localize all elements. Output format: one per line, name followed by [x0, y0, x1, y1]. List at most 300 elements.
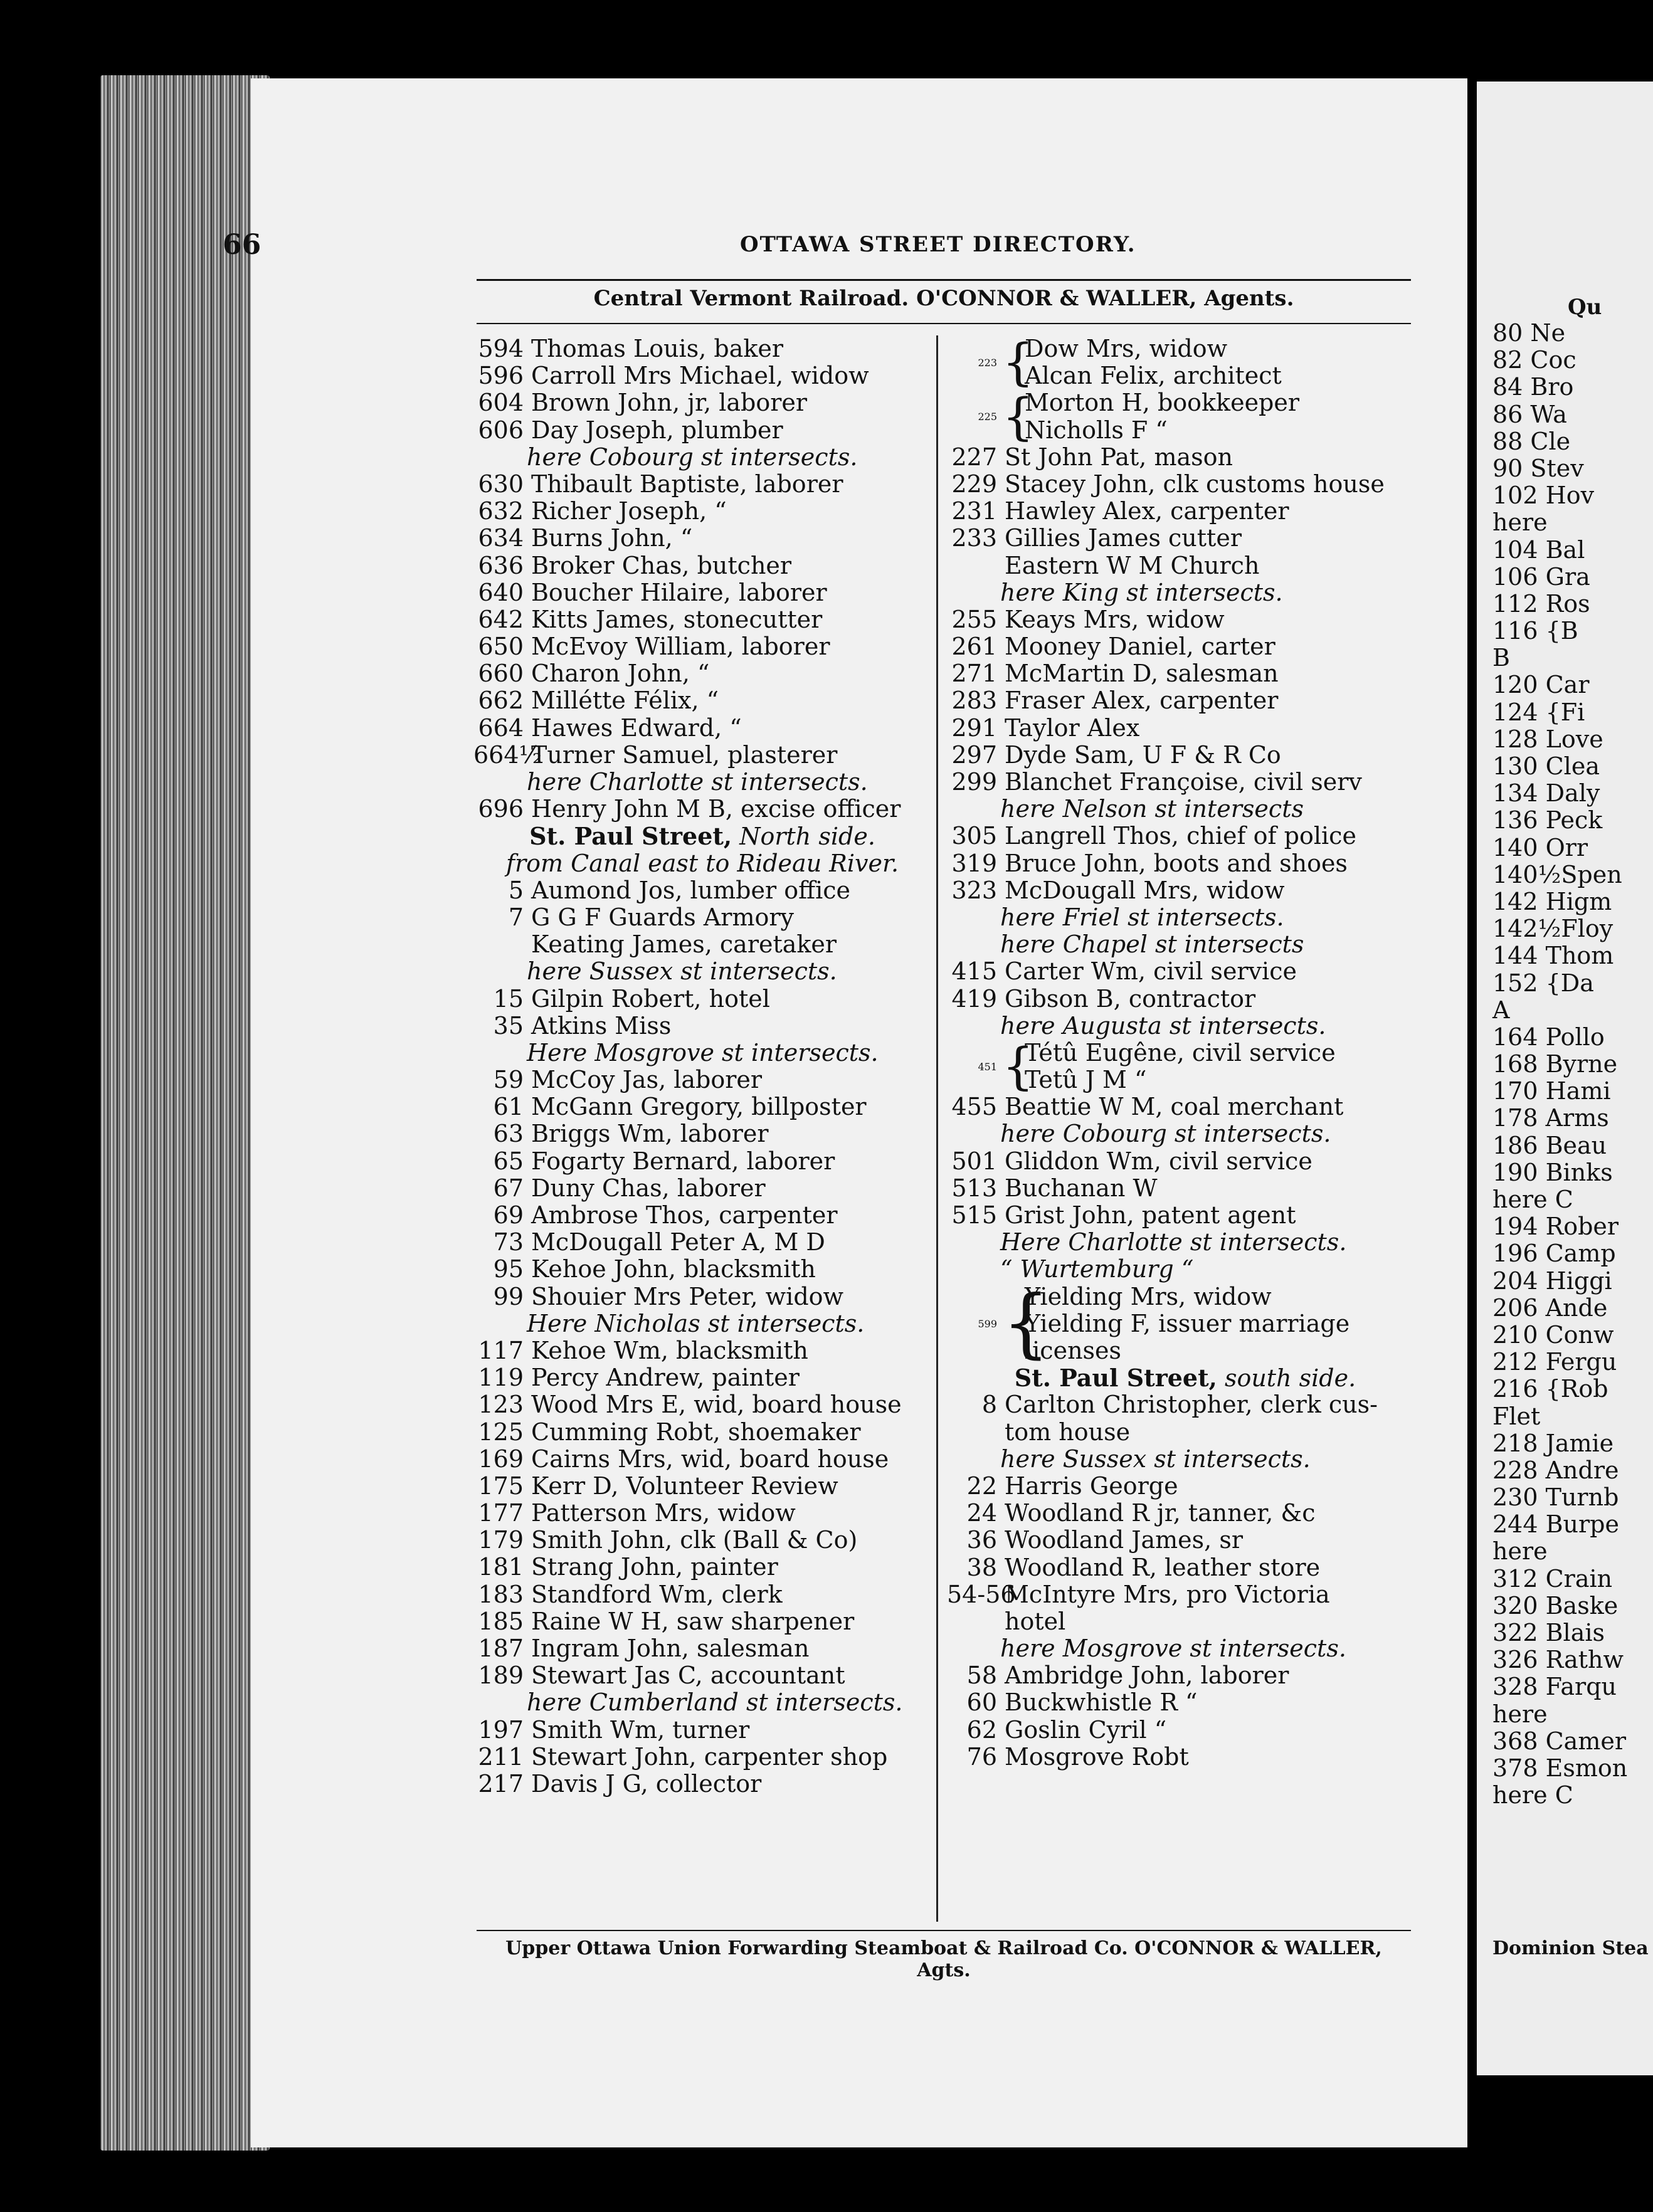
- resident-name: Taylor Alex: [1005, 714, 1140, 742]
- adjacent-line: 326 Rathw: [1492, 1646, 1624, 1674]
- resident-name: Yielding Mrs, widow: [1025, 1282, 1272, 1310]
- resident-name: McMartin D, salesman: [1005, 660, 1279, 688]
- adjacent-line: 228 Andre: [1492, 1456, 1619, 1484]
- house-number: 415: [951, 957, 997, 986]
- resident-name: Woodland James, sr: [1005, 1526, 1243, 1554]
- house-number: 596: [478, 362, 524, 390]
- house-number: 223: [978, 356, 997, 369]
- resident-name: Harris George: [1005, 1472, 1178, 1500]
- directory-entry: [473, 1473, 931, 1500]
- directory-entry: [473, 715, 931, 742]
- resident-name: Kehoe John, blacksmith: [531, 1255, 816, 1283]
- resident-name: Broker Chas, butcher: [531, 551, 792, 579]
- directory-entry: [473, 1337, 931, 1364]
- house-number: 73: [493, 1228, 524, 1256]
- resident-name: McIntyre Mrs, pro Victoria: [1005, 1580, 1330, 1608]
- directory-entry: [473, 1120, 931, 1147]
- resident-name: Mosgrove Robt: [1005, 1742, 1189, 1771]
- resident-name: Dow Mrs, widow: [1025, 335, 1228, 362]
- adjacent-line: 206 Ande: [1492, 1293, 1608, 1322]
- adjacent-line: 124 {Fi: [1492, 698, 1585, 726]
- house-number: 642: [478, 605, 524, 633]
- house-number: 319: [951, 849, 997, 877]
- house-number: 59: [493, 1066, 524, 1094]
- house-number: 261: [951, 633, 997, 661]
- directory-entry: [473, 1635, 931, 1662]
- resident-name: Grist John, patent agent: [1005, 1201, 1296, 1230]
- street-heading: [473, 823, 931, 850]
- adjacent-line: 142½Floy: [1492, 915, 1613, 943]
- directory-entry: [947, 742, 1423, 769]
- directory-entry: [947, 986, 1423, 1013]
- house-number: 169: [478, 1445, 524, 1473]
- resident-name: Carter Wm, civil service: [1005, 957, 1297, 986]
- resident-name: Richer Joseph, “: [531, 497, 727, 525]
- house-number: 197: [478, 1715, 524, 1744]
- right-column: [947, 335, 1423, 1771]
- house-number: 15: [493, 984, 524, 1013]
- resident-name: McDougall Peter A, M D: [531, 1228, 825, 1256]
- adjacent-line: 164 Pollo: [1492, 1023, 1605, 1051]
- adjacent-line: 128 Love: [1492, 725, 1603, 753]
- resident-name: Percy Andrew, painter: [531, 1364, 800, 1392]
- resident-name: Kehoe Wm, blacksmith: [531, 1336, 808, 1364]
- house-number: 323: [951, 876, 997, 904]
- brace-lines: [1025, 335, 1282, 389]
- house-number: 501: [951, 1147, 997, 1175]
- house-number: 123: [478, 1391, 524, 1419]
- directory-entry: [947, 498, 1423, 525]
- adjacent-line: 102 Hov: [1492, 482, 1595, 510]
- brace-icon: {: [1002, 1037, 1034, 1096]
- adjacent-line: A: [1492, 996, 1510, 1024]
- directory-entry: [473, 904, 931, 931]
- brace-entry: [947, 1037, 1423, 1096]
- resident-name: Smith Wm, turner: [531, 1715, 750, 1744]
- adjacent-line: 194 Rober: [1492, 1213, 1619, 1241]
- directory-entry: [947, 715, 1423, 742]
- directory-entry: [947, 687, 1423, 714]
- house-number: 283: [951, 687, 997, 715]
- resident-name: Raine W H, saw sharpener: [531, 1607, 855, 1635]
- resident-name: Bruce John, boots and shoes: [1005, 849, 1348, 877]
- adjacent-line: 212 Fergu: [1492, 1348, 1617, 1376]
- house-number: 630: [478, 470, 524, 498]
- directory-entry: [947, 1662, 1423, 1689]
- adjacent-line: here C: [1492, 1186, 1573, 1213]
- resident-name: Gibson B, contractor: [1005, 984, 1256, 1013]
- resident-name: Standford Wm, clerk: [531, 1580, 783, 1608]
- house-number: 594: [478, 335, 524, 362]
- intersection-note: here Charlotte st intersects.: [527, 768, 868, 796]
- house-number: 63: [493, 1120, 524, 1148]
- house-number: 99: [493, 1282, 524, 1310]
- adjacent-line: Flet: [1492, 1402, 1541, 1430]
- directory-entry: [473, 389, 931, 416]
- intersection-note: here Sussex st intersects.: [1000, 1445, 1311, 1473]
- directory-entry: [473, 877, 931, 904]
- adjacent-line: 178 Arms: [1492, 1104, 1609, 1132]
- resident-name: Mooney Daniel, carter: [1005, 633, 1275, 661]
- house-number: 217: [478, 1769, 524, 1798]
- directory-entry: [947, 1148, 1423, 1175]
- resident-name: Briggs Wm, laborer: [531, 1120, 769, 1148]
- resident-name: Kitts James, stonecutter: [531, 605, 823, 633]
- directory-entry: [473, 498, 931, 525]
- directory-entry: [473, 660, 931, 687]
- resident-name: Gliddon Wm, civil service: [1005, 1147, 1312, 1175]
- adjacent-line: here: [1492, 1700, 1548, 1728]
- left-column: [473, 335, 931, 1798]
- brace-lines: [1025, 1283, 1349, 1365]
- directory-entry: [473, 525, 931, 552]
- house-number: 175: [478, 1472, 524, 1500]
- house-number: 271: [951, 660, 997, 688]
- directory-entry: [947, 1717, 1423, 1744]
- house-number: 60: [966, 1688, 997, 1717]
- resident-name: Smith John, clk (Ball & Co): [531, 1526, 858, 1554]
- house-number: 305: [951, 822, 997, 850]
- house-number: 632: [478, 497, 524, 525]
- resident-name: Buchanan W: [1005, 1174, 1158, 1202]
- house-number: 38: [966, 1553, 997, 1581]
- directory-entry: [473, 633, 931, 660]
- intersection-note: here Mosgrove st intersects.: [1000, 1635, 1346, 1663]
- directory-entry: [947, 1689, 1423, 1716]
- resident-name: Tetû J M “: [1025, 1066, 1147, 1094]
- resident-name: McEvoy William, laborer: [531, 633, 830, 661]
- adjacent-line: 168 Byrne: [1492, 1050, 1618, 1078]
- directory-entry: [947, 660, 1423, 687]
- resident-name: Stewart John, carpenter shop: [531, 1742, 888, 1771]
- house-number: 183: [478, 1580, 524, 1608]
- directory-entry: [947, 525, 1423, 552]
- adjacent-line: 230 Turnb: [1492, 1483, 1619, 1512]
- directory-entry: [947, 1744, 1423, 1771]
- house-number: 636: [478, 551, 524, 579]
- adjacent-line: 88 Cle: [1492, 427, 1571, 455]
- directory-entry: [947, 1175, 1423, 1202]
- continuation-line: Eastern W M Church: [1005, 551, 1260, 579]
- resident-name: Atkins Miss: [531, 1011, 672, 1040]
- street-name: St. Paul Street,: [529, 822, 732, 851]
- intersection-note: “ Wurtemburg “: [1000, 1255, 1194, 1283]
- adjacent-line: 218 Jamie: [1492, 1429, 1614, 1457]
- resident-name: McGann Gregory, billposter: [531, 1093, 867, 1121]
- intersection-note: here Chapel st intersects: [1000, 930, 1304, 959]
- intersection-note: Here Nicholas st intersects.: [527, 1309, 865, 1337]
- directory-entry: [473, 1364, 931, 1391]
- intersection-note: here Augusta st intersects.: [1000, 1011, 1326, 1040]
- resident-name: Gilpin Robert, hotel: [531, 984, 770, 1013]
- house-number: 119: [478, 1364, 524, 1392]
- resident-name: Cairns Mrs, wid, board house: [531, 1445, 889, 1473]
- resident-name: Yielding F, issuer marriage: [1025, 1309, 1350, 1337]
- directory-entry: [473, 1446, 931, 1473]
- house-number: 664: [478, 714, 524, 742]
- resident-name: McDougall Mrs, widow: [1005, 876, 1285, 904]
- house-number: 7: [508, 903, 524, 931]
- house-number: 664½: [473, 740, 542, 769]
- adjacent-line: 104 Bal: [1492, 535, 1585, 564]
- directory-entry: [947, 1527, 1423, 1554]
- bottom-rule: [477, 1930, 1411, 1931]
- adjacent-line: 190 Binks: [1492, 1158, 1613, 1186]
- house-number: 606: [478, 416, 524, 444]
- brace-lines: [1025, 1040, 1336, 1093]
- house-number: 604: [478, 389, 524, 417]
- directory-entry: [473, 796, 931, 823]
- directory-entry: [947, 958, 1423, 985]
- directory-entry: [473, 1202, 931, 1229]
- adjacent-line: 86 Wa: [1492, 400, 1567, 428]
- resident-name: Dyde Sam, U F & R Co: [1005, 740, 1281, 769]
- house-number: 67: [493, 1174, 524, 1202]
- resident-name: Morton H, bookkeeper: [1025, 389, 1300, 417]
- directory-entry: [473, 1527, 931, 1554]
- resident-name: Keays Mrs, widow: [1005, 605, 1225, 633]
- directory-entry: [947, 850, 1423, 877]
- brace-icon: {: [1002, 333, 1034, 392]
- resident-name: Davis J G, collector: [531, 1769, 762, 1798]
- street-name: St. Paul Street,: [1014, 1364, 1217, 1393]
- intersection-note: Here Mosgrove st intersects.: [527, 1038, 879, 1066]
- house-number: 179: [478, 1526, 524, 1554]
- intersection-note: here Friel st intersects.: [1000, 903, 1284, 931]
- resident-name: Nicholls F “: [1025, 416, 1168, 444]
- intersection-note: here Cobourg st intersects.: [527, 443, 858, 471]
- adjacent-line: 368 Camer: [1492, 1727, 1627, 1755]
- directory-entry: [473, 579, 931, 606]
- house-number: 62: [966, 1715, 997, 1744]
- adjacent-line: 144 Thom: [1492, 942, 1614, 970]
- top-banner: Central Vermont Railroad. O'CONNOR & WALLER, Agents.: [593, 286, 1294, 311]
- intersection-note: here Sussex st intersects.: [527, 957, 837, 986]
- directory-entry: [947, 606, 1423, 633]
- house-number: 189: [478, 1662, 524, 1690]
- street-heading: [947, 1364, 1423, 1391]
- directory-entry: [947, 769, 1423, 796]
- resident-name: Fogarty Bernard, laborer: [531, 1147, 835, 1175]
- intersection-note: Here Charlotte st intersects.: [1000, 1228, 1347, 1256]
- house-number: 419: [951, 984, 997, 1013]
- directory-entry: [947, 471, 1423, 498]
- house-number: 291: [951, 714, 997, 742]
- directory-entry: [947, 1554, 1423, 1581]
- house-number: 640: [478, 578, 524, 606]
- directory-entry: [947, 877, 1423, 904]
- adjacent-line: 244 Burpe: [1492, 1510, 1619, 1539]
- continuation-line: tom house: [1005, 1418, 1131, 1446]
- intersection-note: here Nelson st intersects: [1000, 795, 1304, 823]
- directory-entry: [473, 1256, 931, 1283]
- resident-name: Alcan Felix, architect: [1025, 362, 1282, 390]
- directory-entry: [473, 417, 931, 444]
- directory-entry: [473, 1419, 931, 1446]
- directory-entry: [473, 471, 931, 498]
- directory-entry: [473, 1013, 931, 1040]
- house-number: 650: [478, 633, 524, 661]
- house-number: 187: [478, 1635, 524, 1662]
- adjacent-line: 216 {Rob: [1492, 1375, 1608, 1403]
- house-number: 76: [966, 1742, 997, 1771]
- street-side: south side.: [1217, 1364, 1356, 1393]
- resident-name: licenses: [1025, 1337, 1122, 1364]
- adjacent-line: 82 Coc: [1492, 346, 1576, 374]
- resident-name: Burns John, “: [531, 524, 693, 552]
- continuation-line: hotel: [1005, 1607, 1066, 1635]
- adjacent-line: 106 Gra: [1492, 562, 1590, 591]
- house-number: 61: [493, 1093, 524, 1121]
- adjacent-line: 140½Spen: [1492, 860, 1622, 888]
- directory-entry: [473, 1662, 931, 1689]
- house-number: 211: [478, 1742, 524, 1771]
- house-number: 177: [478, 1499, 524, 1527]
- house-number: 58: [966, 1662, 997, 1690]
- brace-entry: [947, 333, 1423, 392]
- adjacent-line: 140 Orr: [1492, 833, 1588, 861]
- directory-entry: [473, 742, 931, 769]
- page-edges: [100, 75, 270, 2151]
- directory-entry: [473, 362, 931, 389]
- directory-entry: [473, 1148, 931, 1175]
- adjacent-line: here: [1492, 508, 1548, 537]
- adjacent-line: 322 Blais: [1492, 1619, 1605, 1646]
- adjacent-line: 80 Ne: [1492, 319, 1566, 347]
- house-number: 297: [951, 740, 997, 769]
- house-number: 634: [478, 524, 524, 552]
- adjacent-line: 312 Crain: [1492, 1564, 1613, 1593]
- adjacent-line: 196 Camp: [1492, 1240, 1616, 1268]
- bottom-banner: Upper Ottawa Union Forwarding Steamboat & Railroad Co. O'CONNOR & WALLER, Agts.: [505, 1937, 1382, 1981]
- house-number: 185: [478, 1607, 524, 1635]
- directory-entry: [473, 1581, 931, 1608]
- house-number: 117: [478, 1336, 524, 1364]
- house-number: 696: [478, 795, 524, 823]
- resident-name: G G F Guards Armory: [531, 903, 795, 931]
- adjacent-line: 136 Peck: [1492, 806, 1603, 835]
- resident-name: Charon John, “: [531, 660, 710, 688]
- house-number: 255: [951, 605, 997, 633]
- resident-name: Stacey John, clk customs house: [1005, 470, 1385, 498]
- adjacent-line: here C: [1492, 1781, 1573, 1809]
- house-number: 65: [493, 1147, 524, 1175]
- adjacent-line: 134 Daly: [1492, 779, 1600, 808]
- house-number: 660: [478, 660, 524, 688]
- directory-entry: [473, 1229, 931, 1256]
- resident-name: Ingram John, salesman: [531, 1635, 810, 1662]
- house-number: 225: [978, 411, 997, 423]
- house-number: 22: [966, 1472, 997, 1500]
- house-number: 5: [508, 876, 524, 904]
- page-number: 66: [223, 229, 261, 261]
- resident-name: Henry John M B, excise officer: [531, 795, 901, 823]
- house-number: 299: [951, 768, 997, 796]
- intersection-note: here Cumberland st intersects.: [527, 1688, 903, 1717]
- house-number: 451: [978, 1060, 997, 1073]
- adjacent-line: 328 Farqu: [1492, 1673, 1617, 1701]
- directory-entry: [473, 1608, 931, 1635]
- house-number: 24: [966, 1499, 997, 1527]
- brace-lines: [1025, 389, 1299, 443]
- resident-name: Goslin Cyril “: [1005, 1715, 1167, 1744]
- running-title: OTTAWA STREET DIRECTORY.: [740, 232, 1136, 257]
- directory-entry: [947, 444, 1423, 471]
- resident-name: Woodland R, leather store: [1005, 1553, 1321, 1581]
- resident-name: Thibault Baptiste, laborer: [531, 470, 843, 498]
- directory-entry: [947, 823, 1423, 850]
- adjacent-line: 378 Esmon: [1492, 1754, 1628, 1782]
- resident-name: Boucher Hilaire, laborer: [531, 578, 827, 606]
- adjacent-line: 142 Higm: [1492, 887, 1612, 915]
- resident-name: Langrell Thos, chief of police: [1005, 822, 1356, 850]
- house-number: 599: [978, 1317, 997, 1330]
- directory-entry: [473, 1771, 931, 1798]
- resident-name: Strang John, painter: [531, 1553, 778, 1581]
- adjacent-line: 130 Clea: [1492, 752, 1600, 780]
- street-side: North side.: [732, 823, 875, 851]
- resident-name: Hawley Alex, carpenter: [1005, 497, 1289, 525]
- adjacent-line: 90 Stev: [1492, 454, 1584, 482]
- house-number: 233: [951, 524, 997, 552]
- intersection-note: here King st intersects.: [1000, 578, 1283, 606]
- adjacent-bottom: Dominion Stea: [1492, 1937, 1649, 1959]
- resident-name: Turner Samuel, plasterer: [531, 740, 838, 769]
- brace-entry: [947, 387, 1423, 446]
- adjacent-header: Qu: [1568, 295, 1602, 320]
- resident-name: Woodland R jr, tanner, &c: [1005, 1499, 1316, 1527]
- resident-name: Gillies James cutter: [1005, 524, 1242, 552]
- directory-entry: [473, 1093, 931, 1120]
- resident-name: Buckwhistle R “: [1005, 1688, 1198, 1717]
- directory-entry: [473, 1717, 931, 1744]
- adjacent-line: 120 Car: [1492, 671, 1590, 699]
- directory-entry: [947, 1581, 1423, 1608]
- directory-entry: [473, 1283, 931, 1310]
- resident-name: Tétû Eugêne, civil service: [1025, 1038, 1336, 1066]
- adjacent-line: 320 Baske: [1492, 1591, 1619, 1620]
- resident-name: Carroll Mrs Michael, widow: [531, 362, 869, 390]
- resident-name: Day Joseph, plumber: [531, 416, 783, 444]
- house-number: 36: [966, 1526, 997, 1554]
- adjacent-line: 210 Conw: [1492, 1320, 1614, 1349]
- directory-entry: [473, 1391, 931, 1418]
- house-number: 515: [951, 1201, 997, 1230]
- house-number: 455: [951, 1093, 997, 1121]
- directory-entry: [947, 1391, 1423, 1418]
- resident-name: Stewart Jas C, accountant: [531, 1662, 845, 1690]
- resident-name: Duny Chas, laborer: [531, 1174, 766, 1202]
- resident-name: Wood Mrs E, wid, board house: [531, 1391, 902, 1419]
- resident-name: Blanchet Françoise, civil serv: [1005, 768, 1362, 796]
- resident-name: McCoy Jas, laborer: [531, 1066, 763, 1094]
- resident-name: Thomas Louis, baker: [531, 335, 784, 362]
- directory-entry: [473, 335, 931, 362]
- resident-name: Beattie W M, coal merchant: [1005, 1093, 1344, 1121]
- directory-entry: [473, 986, 931, 1013]
- directory-entry: [947, 1500, 1423, 1527]
- house-number: 125: [478, 1418, 524, 1446]
- directory-entry: [473, 687, 931, 714]
- adjacent-line: B: [1492, 644, 1510, 672]
- house-number: 231: [951, 497, 997, 525]
- resident-name: Ambridge John, laborer: [1005, 1662, 1289, 1690]
- directory-entry: [473, 1066, 931, 1093]
- house-number: 95: [493, 1255, 524, 1283]
- adjacent-line: 170 Hami: [1492, 1077, 1611, 1105]
- directory-entry: [473, 1744, 931, 1771]
- adjacent-line: 186 Beau: [1492, 1131, 1607, 1159]
